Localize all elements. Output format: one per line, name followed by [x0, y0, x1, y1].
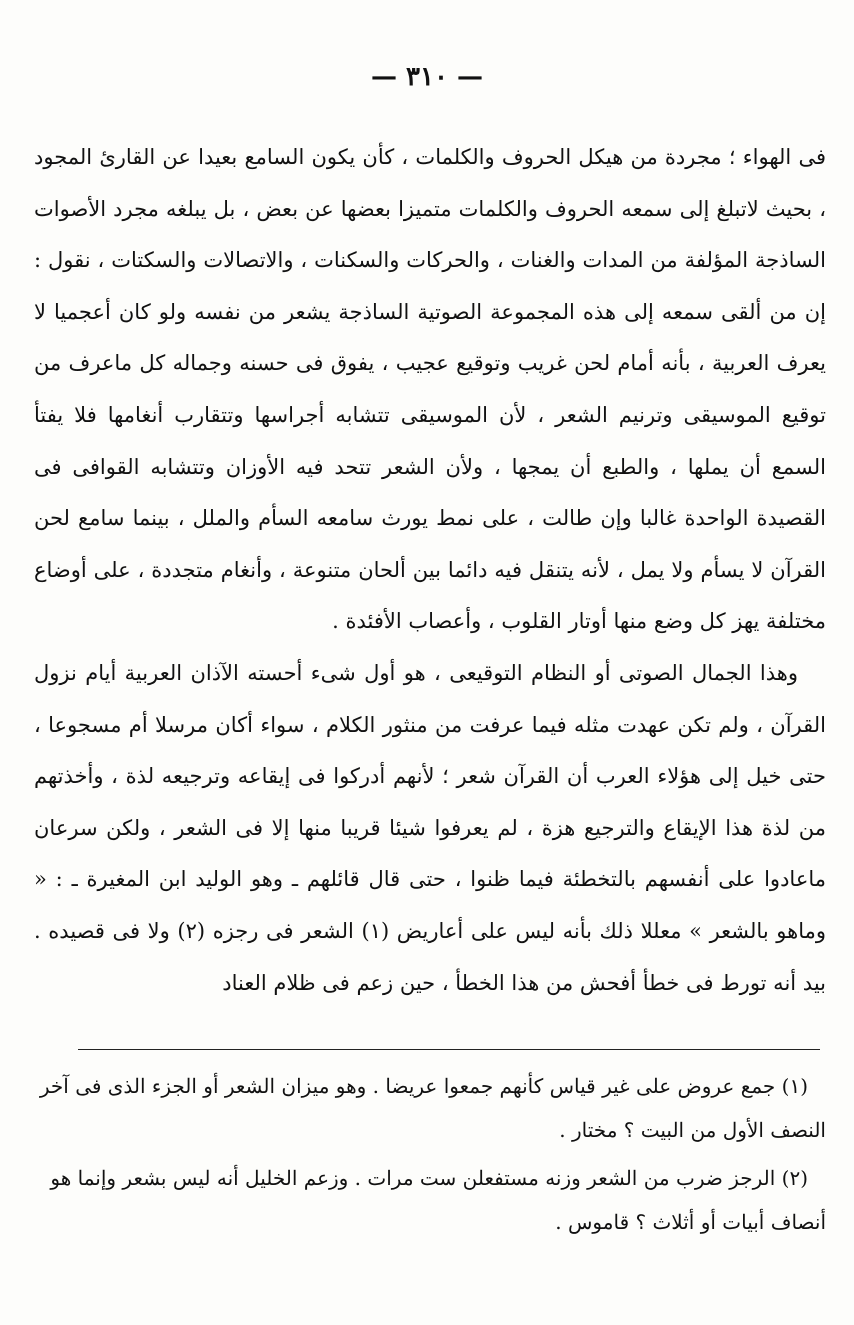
- footnote-divider: [78, 1049, 820, 1050]
- paragraph-1: فى الهواء ؛ مجردة من هيكل الحروف والكلمات ، كأن يكون السامع بعيدا عن القارئ المجود ، بحيث لاتبلغ إلى سمعه الحروف والكلمات متميزا بعضها عن بعض ، بل يبلغه مجرد الأصوات الساذجة المؤلفة من المدات والغنات ، والحركات والسكنات ، والاتصالات والسكتات ، نقول : إن من ألقى سمعه إلى هذه المجموعة الصوتية الساذجة يشعر من نفسه ولو كان أعجميا لا يعرف العربية ، بأنه أمام لحن غريب وتوقيع عجيب ، يفوق فى حسنه وجماله كل ماعرف من توقيع الموسيقى وترنيم الشعر ، لأن الموسيقى تتشابه أجراسها وتتقارب أنغامها فلا يفتأ السمع أن يملها ، والطبع أن يمجها ، ولأن الشعر تتحد فيه الأوزان وتتشابه القوافى فى القصيدة الواحدة غالبا وإن طالت ، على نمط يورث سامعه السأم والملل ، بينما سامع لحن القرآن لا يسأم ولا يمل ، لأنه يتنقل فيه دائما بين ألحان متنوعة ، وأنغام متجددة ، على أوضاع مختلفة يهز كل وضع منها أوتار القلوب ، وأعصاب الأفئدة .: [34, 145, 826, 634]
- footnote-1: (١) جمع عروض على غير قياس كأنهم جمعوا عريضا . وهو ميزان الشعر أو الجزء الذى فى آخر النصف الأول من البيت ؟ مختار .: [39, 1074, 826, 1142]
- page-number: — ٣١٠ —: [370, 62, 484, 92]
- footnotes: [34, 1064, 826, 1248]
- main-text: [34, 132, 826, 1009]
- paragraph-2: وهذا الجمال الصوتى أو النظام التوقيعى ، هو أول شىء أحسته الآذان العربية أيام نزول القرآن ، ولم تكن عهدت مثله فيما عرفت من منثور الكلام ، سواء أكان مرسلا أم مسجوعا ، حتى خيل إلى هؤلاء العرب أن القرآن شعر ؛ لأنهم أدركوا فى إيقاعه وترجيعه لذة ، وأخذتهم من لذة هذا الإيقاع والترجيع هزة ، لم يعرفوا شيئا قريبا منها إلا فى الشعر ، ولكن سرعان ماعادوا على أنفسهم بالتخطئة فيما ظنوا ، حتى قال قائلهم ـ وهو الوليد ابن المغيرة ـ : « وماهو بالشعر » معللا ذلك بأنه ليس على أعاريض (١) الشعر فى رجزه (٢) ولا فى قصيده . بيد أنه تورط فى خطأ أفحش من هذا الخطأ ، حين زعم فى ظلام العناد: [34, 660, 826, 995]
- footnote-2: (٢) الرجز ضرب من الشعر وزنه مستفعلن ست مرات . وزعم الخليل أنه ليس بشعر وإنما هو أنصاف أبيات أو أثلاث ؟ قاموس .: [50, 1166, 826, 1234]
